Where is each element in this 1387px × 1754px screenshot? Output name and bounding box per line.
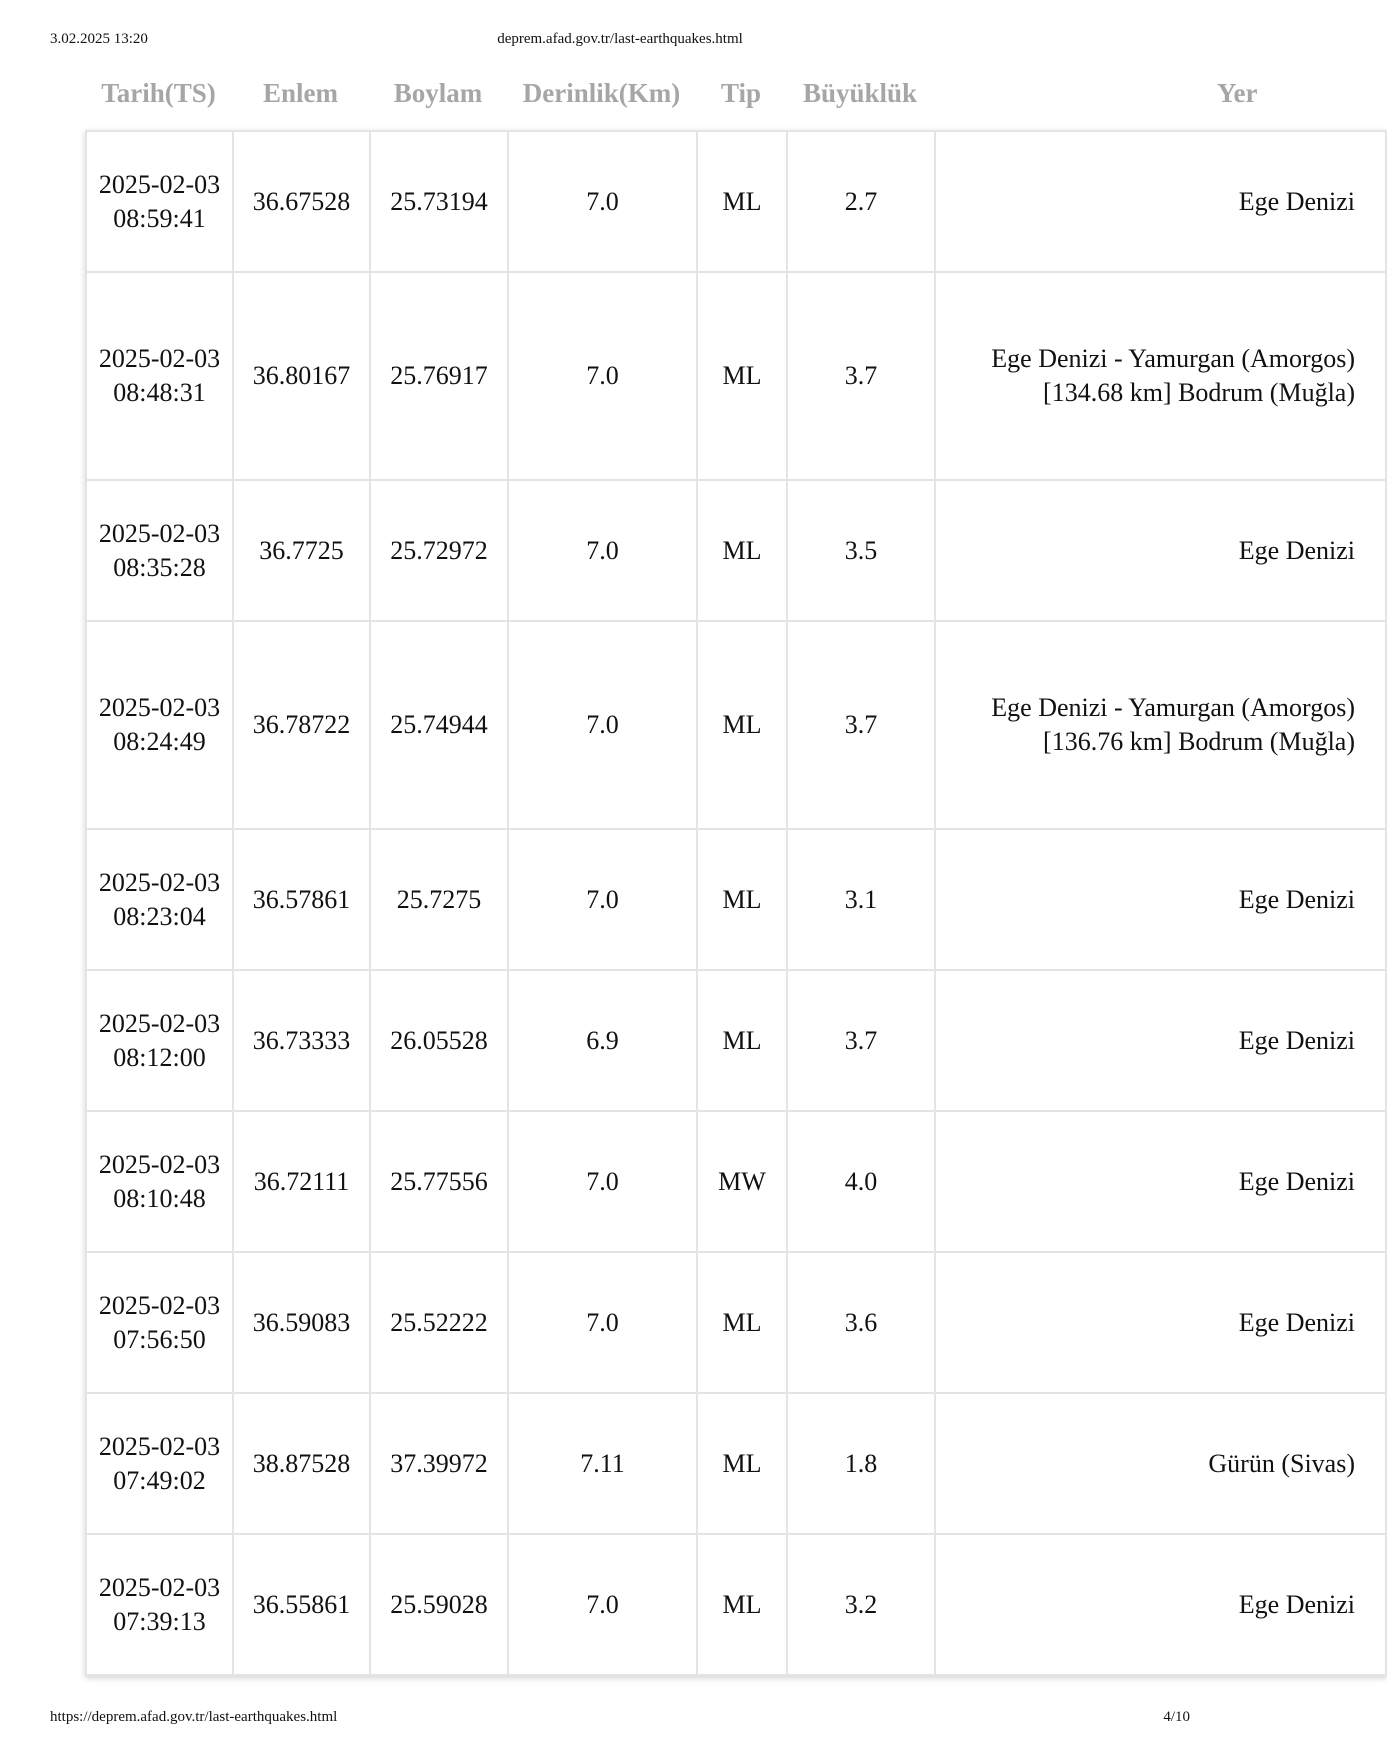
cell-location: Ege Denizi: [935, 1534, 1386, 1675]
cell-magnitude: 1.8: [787, 1393, 935, 1534]
cell-longitude: 25.59028: [370, 1534, 508, 1675]
table-row[interactable]: [86, 131, 1386, 272]
cell-magnitude: 3.7: [787, 970, 935, 1111]
cell-magnitude: 3.2: [787, 1534, 935, 1675]
cell-location: Ege Denizi: [935, 1111, 1386, 1252]
cell-type: MW: [697, 1111, 787, 1252]
table-row[interactable]: [86, 480, 1386, 621]
print-page-title: deprem.afad.gov.tr/last-earthquakes.html: [497, 31, 743, 47]
cell-longitude: 25.76917: [370, 272, 508, 480]
print-footer: [0, 1709, 1240, 1729]
cell-magnitude: 2.7: [787, 131, 935, 272]
cell-longitude: 25.77556: [370, 1111, 508, 1252]
cell-depth: 7.0: [508, 1252, 697, 1393]
column-header-type[interactable]: Tip: [720, 78, 762, 108]
table-row[interactable]: [86, 1252, 1386, 1393]
cell-latitude: 36.67528: [233, 131, 370, 272]
earthquake-table-container: [80, 70, 1355, 1698]
cell-type: ML: [697, 829, 787, 970]
table-row[interactable]: [86, 829, 1386, 970]
cell-date: 2025-02-03 08:35:28: [86, 480, 233, 621]
earthquake-table: [85, 130, 1387, 1676]
cell-date: 2025-02-03 08:59:41: [86, 131, 233, 272]
cell-type: ML: [697, 1534, 787, 1675]
cell-type: ML: [697, 131, 787, 272]
cell-date: 2025-02-03 07:49:02: [86, 1393, 233, 1534]
cell-location: Ege Denizi: [935, 480, 1386, 621]
column-header-date[interactable]: Tarih(TS): [101, 78, 216, 108]
column-header-location[interactable]: Yer: [1217, 78, 1258, 108]
cell-latitude: 38.87528: [233, 1393, 370, 1534]
cell-longitude: 25.52222: [370, 1252, 508, 1393]
cell-date: 2025-02-03 08:23:04: [86, 829, 233, 970]
cell-latitude: 36.55861: [233, 1534, 370, 1675]
cell-depth: 7.0: [508, 1534, 697, 1675]
cell-depth: 7.0: [508, 829, 697, 970]
cell-depth: 7.0: [508, 1111, 697, 1252]
table-row[interactable]: [86, 1111, 1386, 1252]
cell-magnitude: 3.1: [787, 829, 935, 970]
table-header-row: [80, 70, 1380, 130]
cell-type: ML: [697, 1252, 787, 1393]
cell-location: Ege Denizi - Yamurgan (Amorgos) [136.76 km] Bodrum (Muğla): [935, 621, 1386, 829]
cell-type: ML: [697, 1393, 787, 1534]
cell-depth: 7.0: [508, 272, 697, 480]
cell-depth: 6.9: [508, 970, 697, 1111]
cell-location: Gürün (Sivas): [935, 1393, 1386, 1534]
cell-magnitude: 3.7: [787, 272, 935, 480]
cell-location: Ege Denizi: [935, 1252, 1386, 1393]
table-row[interactable]: [86, 621, 1386, 829]
cell-latitude: 36.78722: [233, 621, 370, 829]
cell-longitude: 25.74944: [370, 621, 508, 829]
cell-depth: 7.0: [508, 480, 697, 621]
cell-longitude: 25.73194: [370, 131, 508, 272]
cell-date: 2025-02-03 08:10:48: [86, 1111, 233, 1252]
cell-latitude: 36.59083: [233, 1252, 370, 1393]
cell-location: Ege Denizi: [935, 829, 1386, 970]
column-header-magnitude[interactable]: Büyüklük: [802, 78, 918, 108]
cell-date: 2025-02-03 07:39:13: [86, 1534, 233, 1675]
cell-depth: 7.0: [508, 621, 697, 829]
cell-longitude: 25.7275: [370, 829, 508, 970]
column-header-longitude[interactable]: Boylam: [393, 78, 483, 108]
cell-depth: 7.11: [508, 1393, 697, 1534]
cell-date: 2025-02-03 08:24:49: [86, 621, 233, 829]
cell-latitude: 36.73333: [233, 970, 370, 1111]
table-row[interactable]: [86, 970, 1386, 1111]
cell-longitude: 25.72972: [370, 480, 508, 621]
cell-location: Ege Denizi - Yamurgan (Amorgos) [134.68 km] Bodrum (Muğla): [935, 272, 1386, 480]
cell-date: 2025-02-03 07:56:50: [86, 1252, 233, 1393]
print-header: [0, 31, 1240, 51]
cell-latitude: 36.57861: [233, 829, 370, 970]
cell-latitude: 36.7725: [233, 480, 370, 621]
print-datetime: 3.02.2025 13:20: [50, 31, 148, 47]
cell-location: Ege Denizi: [935, 131, 1386, 272]
cell-magnitude: 3.7: [787, 621, 935, 829]
print-page-number: 4/10: [1163, 1709, 1190, 1725]
cell-latitude: 36.80167: [233, 272, 370, 480]
cell-magnitude: 4.0: [787, 1111, 935, 1252]
cell-date: 2025-02-03 08:12:00: [86, 970, 233, 1111]
column-header-depth[interactable]: Derinlik(Km): [522, 78, 681, 108]
cell-date: 2025-02-03 08:48:31: [86, 272, 233, 480]
cell-type: ML: [697, 480, 787, 621]
cell-magnitude: 3.6: [787, 1252, 935, 1393]
cell-location: Ege Denizi: [935, 970, 1386, 1111]
table-row[interactable]: [86, 1393, 1386, 1534]
cell-depth: 7.0: [508, 131, 697, 272]
table-row[interactable]: [86, 1534, 1386, 1675]
cell-longitude: 26.05528: [370, 970, 508, 1111]
column-header-latitude[interactable]: Enlem: [262, 78, 338, 108]
cell-latitude: 36.72111: [233, 1111, 370, 1252]
cell-type: ML: [697, 970, 787, 1111]
cell-magnitude: 3.5: [787, 480, 935, 621]
cell-type: ML: [697, 272, 787, 480]
cell-type: ML: [697, 621, 787, 829]
cell-longitude: 37.39972: [370, 1393, 508, 1534]
table-row[interactable]: [86, 272, 1386, 480]
print-footer-url: https://deprem.afad.gov.tr/last-earthquakes.html: [50, 1709, 338, 1725]
